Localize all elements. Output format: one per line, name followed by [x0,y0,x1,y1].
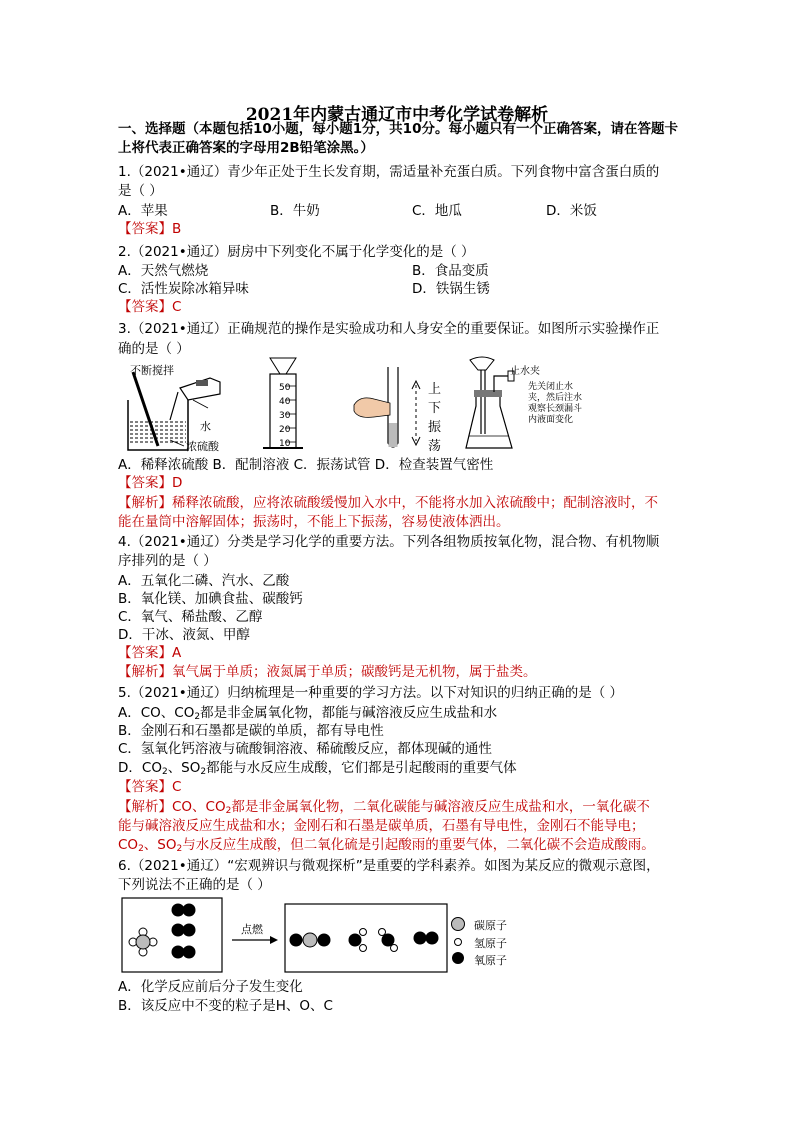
fig-a-label-water: 水 [200,420,211,433]
cyl-tick-40: 40 [279,397,291,407]
section-heading: 一、选择题（本题包括10小题，每小题1分，共10分。每小题只有一个正确答案，请在答题卡上将代表正确答案的字母用2B铅笔涂黑。） [118,121,678,156]
legend-hydrogen-label: 氢原子 [474,937,507,950]
q3-explanation-line1: 【解析】稀释浓硫酸，应将浓硫酸缓慢加入水中，不能将水加入浓硫酸中；配制溶液时，不 [118,495,658,511]
q2-option-d: D．铁锅生锈 [412,281,490,297]
q2-stem: 2.（2021•通辽）厨房中下列变化不属于化学变化的是（ ） [118,244,475,260]
legend-carbon-label: 碳原子 [474,919,507,932]
fig-d-note-3: 观察长颈漏斗 [528,404,583,414]
q4-answer: 【答案】A [118,645,182,661]
hydrogen-atom [379,929,386,936]
q3-explanation-line2: 能在量筒中溶解固体；振荡时，不能上下振荡，容易使液体洒出。 [118,514,510,530]
q2-answer: 【答案】C [118,299,182,315]
q3-stem-line1: 3.（2021•通辽）正确规范的操作是实验成功和人身安全的重要保证。如图所示实验操作正 [118,321,660,337]
oxygen-atom [414,932,427,945]
q6-stem-line1: 6.（2021•通辽）“宏观辨识与微观探析”是重要的学科素养。如图为某反应的微观示意图， [118,858,660,874]
carbon-atom [303,933,317,947]
hydrogen-atom [360,945,367,952]
fig-d-label-clip: 止水夹 [510,366,540,377]
fig-d-note-4: 内液面变化 [528,415,574,425]
cyl-tick-50: 50 [279,383,291,393]
q5-stem: 5.（2021•通辽）归纳梳理是一种重要的学习方法。以下对知识的归纳正确的是（ ） [118,685,623,701]
q5-explanation-line1: 【解析】CO、$CO_2$都是非金属氧化物，二氧化碳能与碱溶液反应生成盐和水，一氧化碳不 [118,799,650,816]
q5-option-c: C．氢氧化钙溶液与硫酸铜溶液、稀硫酸反应，都体现碱的通性 [118,741,492,757]
q4-option-c: C．氧气、稀盐酸、乙醇 [118,609,263,625]
q1-answer: 【答案】B [118,221,182,237]
legend-symbols [450,916,470,968]
q5-explanation-line2: 能与碱溶液反应生成盐和水；金刚石和石墨是碳单质，石墨有导电性，金刚石不能导电； [118,818,645,834]
oxygen-atom [290,934,303,947]
legend-oxygen-icon [452,952,464,964]
q6-option-b: B．该反应中不变的粒子是H、O、C [118,998,333,1014]
oxygen-atom [349,934,362,947]
oxygen-atom [183,924,196,937]
q5-answer: 【答案】C [118,779,182,795]
fig-c-char-1: 上 [428,382,442,397]
q4-option-b: B．氧化镁、加碘食盐、碳酸钙 [118,591,303,607]
q3-answer: 【答案】D [118,475,183,491]
q3-stem-line2: 确的是（ ） [118,341,190,357]
cyl-tick-10: 10 [279,439,291,449]
q2-option-c: C．活性炭除冰箱异味 [118,281,249,297]
q5-option-d: D．$CO_2$、$SO_2$都能与水反应生成酸，它们都是引起酸雨的重要气体 [118,760,517,777]
q4-explanation: 【解析】氧气属于单质；液氮属于单质；碳酸钙是无机物，属于盐类。 [118,664,537,680]
hydrogen-atom [391,945,398,952]
q1-option-b: B．牛奶 [270,203,320,219]
q2-option-a: A．天然气燃烧 [118,263,209,279]
q4-stem-line1: 4.（2021•通辽）分类是学习化学的重要方法。下列各组物质按氧化物，混合物、有机物顺 [118,534,660,550]
fig-d-note-2: 夹，然后注水 [528,393,583,403]
q4-stem-line2: 序排列的是（ ） [118,553,217,569]
q1-stem-line2: 是（ ） [118,183,163,199]
oxygen-atom [183,904,196,917]
q1-stem-line1: 1.（2021•通辽）青少年正处于生长发育期，需适量补充蛋白质。下列食物中富含蛋白质的 [118,164,660,180]
oxygen-atom [426,932,439,945]
fig-c-char-4: 荡 [428,439,442,454]
q3-options: A．稀释浓硫酸 B．配制溶液 C．振荡试管 D．检查装置气密性 [118,457,494,473]
q2-option-b: B．食品变质 [412,263,489,279]
fig-a-label-acid: 浓硫酸 [186,440,219,453]
q4-option-d: D．干冰、液氮、甲醇 [118,627,250,643]
fig-c-char-3: 振 [428,420,442,435]
carbon-atom [136,935,150,949]
hydrogen-atom [360,929,367,936]
q1-option-a: A．苹果 [118,203,168,219]
reaction-diagram [120,896,470,976]
q5-option-a: A．CO、$CO_2$都是非金属氧化物，都能与碱溶液反应生成盐和水 [118,705,498,722]
figure-shake-tube [350,365,430,455]
cyl-tick-30: 30 [279,411,291,421]
oxygen-atom [318,934,331,947]
cyl-tick-20: 20 [279,425,291,435]
legend-hydrogen-icon [455,939,462,946]
q1-option-d: D．米饭 [546,203,597,219]
fig-c-char-2: 下 [428,401,442,416]
q5-option-b: B．金刚石和石墨都是碳的单质，都有导电性 [118,723,384,739]
legend-oxygen-label: 氧原子 [474,954,507,967]
q5-explanation-line3: $CO_2$、$SO_2$与水反应生成酸，但二氧化硫是引起酸雨的重要气体，二氧化碳不会造成酸雨。 [118,837,655,854]
q1-option-c: C．地瓜 [412,203,462,219]
fig-d-note-1: 先关闭止水 [528,382,574,392]
page-title: 2021年内蒙古通辽市中考化学试卷解析 [245,105,549,125]
legend-carbon-icon [452,918,465,931]
q6-option-a: A．化学反应前后分子发生变化 [118,979,303,995]
q6-stem-line2: 下列说法不正确的是（ ） [118,877,271,893]
q4-option-a: A．五氧化二磷、汽水、乙酸 [118,573,290,589]
fig-a-label-stir: 不断搅拌 [130,364,174,377]
oxygen-atom [183,946,196,959]
reaction-condition-label: 点燃 [241,923,263,936]
